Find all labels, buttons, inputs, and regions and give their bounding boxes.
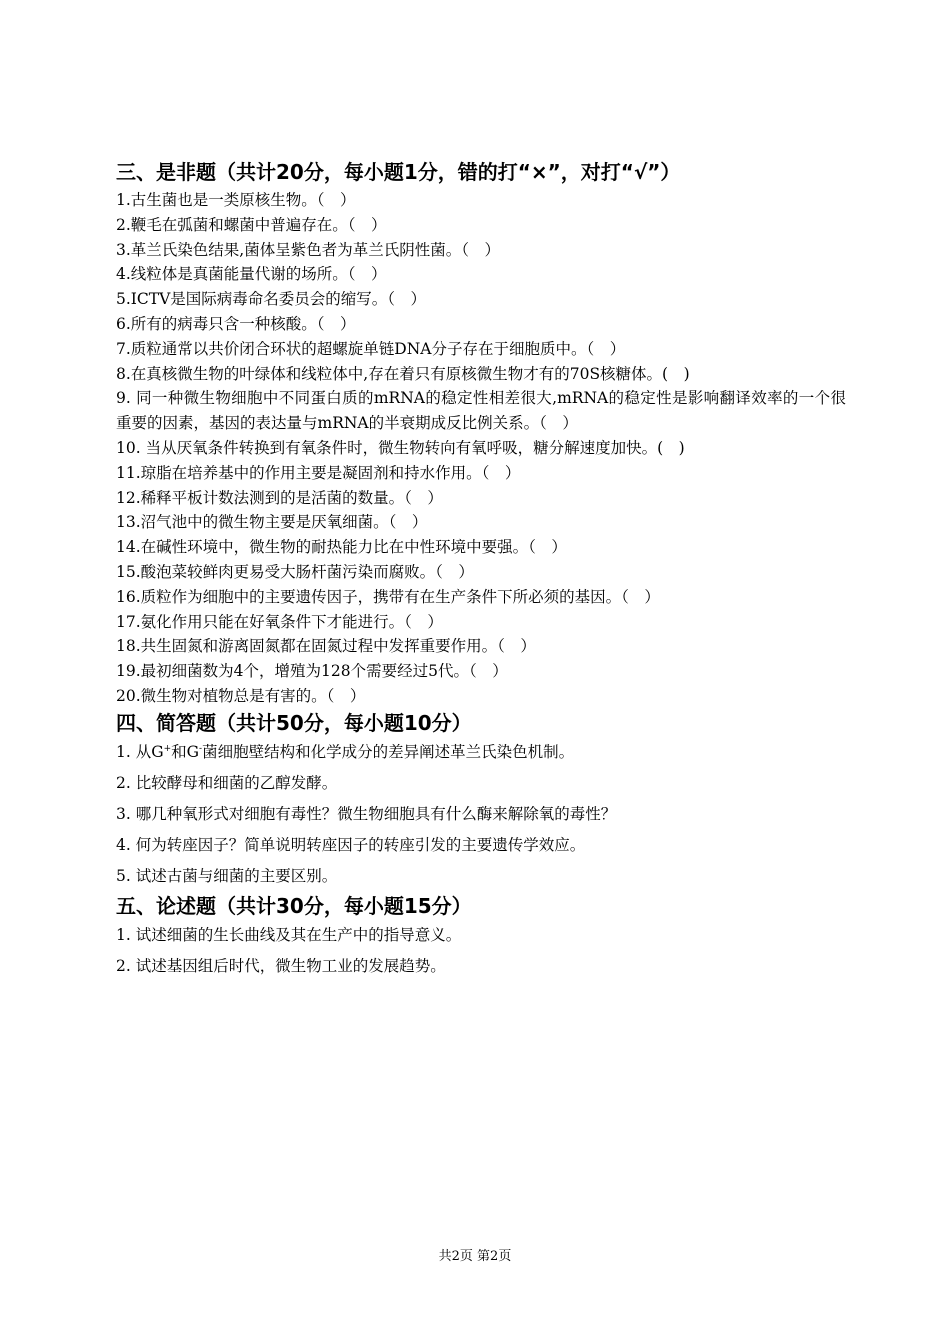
- list-item: 8.在真核微生物的叶绿体和线粒体中,存在着只有原核微生物才有的70S核糖体。( ): [116, 364, 690, 383]
- list-item: 11.琼脂在培养基中的作用主要是凝固剂和持水作用。（ ）: [116, 463, 521, 482]
- item-text: 1. 从G: [116, 742, 164, 761]
- true-false-list: [116, 188, 846, 709]
- superscript-minus: -: [199, 743, 203, 754]
- list-item: 13.沼气池中的微生物主要是厌氧细菌。（ ）: [116, 513, 428, 532]
- section-short-answer: [116, 709, 846, 892]
- list-item: 6.所有的病毒只含一种核酸。（ ）: [116, 314, 356, 333]
- section-title-true-false: 三、是非题（共计20分，每小题1分，错的打“×”，对打“√”）: [116, 160, 681, 184]
- exam-content: [116, 158, 846, 982]
- list-item: 2. 试述基因组后时代，微生物工业的发展趋势。: [116, 956, 446, 975]
- list-item: 2.鞭毛在弧菌和螺菌中普遍存在。（ ）: [116, 215, 387, 234]
- list-item: 17.氨化作用只能在好氧条件下才能进行。（ ）: [116, 612, 443, 631]
- section-title-short-answer: 四、简答题（共计50分，每小题10分）: [116, 710, 472, 735]
- list-item: 15.酸泡菜较鲜肉更易受大肠杆菌污染而腐败。（ ）: [116, 562, 474, 581]
- list-item: 12.稀释平板计数法测到的是活菌的数量。（ ）: [116, 488, 443, 507]
- short-answer-list: [116, 737, 846, 892]
- item-text: 菌细胞壁结构和化学成分的差异阐述革兰氏染色机制。: [202, 742, 575, 761]
- list-item: 1. 试述细菌的生长曲线及其在生产中的指导意义。: [116, 925, 462, 944]
- superscript-plus: +: [163, 743, 172, 754]
- list-item: 14.在碱性环境中，微生物的耐热能力比在中性环境中要强。（ ）: [116, 538, 567, 557]
- list-item: 3.革兰氏染色结果,菌体呈紫色者为革兰氏阴性菌。（ ）: [116, 240, 500, 259]
- list-item: 16.质粒作为细胞中的主要遗传因子，携带有在生产条件下所必须的基因。（ ）: [116, 587, 660, 606]
- list-item: 20.微生物对植物总是有害的。（ ）: [116, 686, 366, 705]
- page-footer: 共2页 第2页: [438, 1249, 512, 1264]
- list-item: 9. 同一种微生物细胞中不同蛋白质的mRNA的稳定性相差很大,mRNA的稳定性是影响翻译效率的一个很重要的因素，基因的表达量与mRNA的半衰期成反比例关系。（ ）: [116, 389, 846, 433]
- list-item: 2. 比较酵母和细菌的乙醇发酵。: [116, 773, 338, 792]
- section-essay: [116, 892, 846, 982]
- essay-list: [116, 920, 846, 982]
- list-item: 3. 哪几种氧形式对细胞有毒性？微生物细胞具有什么酶来解除氧的毒性？: [116, 804, 617, 823]
- list-item: 10. 当从厌氧条件转换到有氧条件时，微生物转向有氧呼吸，糖分解速度加快。( ): [116, 438, 685, 457]
- list-item: 18.共生固氮和游离固氮都在固氮过程中发挥重要作用。（ ）: [116, 637, 536, 656]
- list-item: 4. 何为转座因子？简单说明转座因子的转座引发的主要遗传学效应。: [116, 835, 586, 854]
- list-item: 4.线粒体是真菌能量代谢的场所。（ ）: [116, 265, 387, 284]
- item-text: 和G: [171, 742, 200, 761]
- list-item: [116, 737, 846, 768]
- list-item: 7.质粒通常以共价闭合环状的超螺旋单链DNA分子存在于细胞质中。（ ）: [116, 339, 626, 358]
- section-title-essay: 五、论述题（共计30分，每小题15分）: [116, 893, 472, 918]
- list-item: 5. 试述古菌与细菌的主要区别。: [116, 866, 338, 885]
- list-item: 1.古生菌也是一类原核生物。（ ）: [116, 191, 356, 209]
- section-true-false: [116, 158, 846, 709]
- list-item: 19.最初细菌数为4个，增殖为128个需要经过5代。（ ）: [116, 662, 508, 681]
- list-item: 5.ICTV是国际病毒命名委员会的缩写。（ ）: [116, 290, 427, 309]
